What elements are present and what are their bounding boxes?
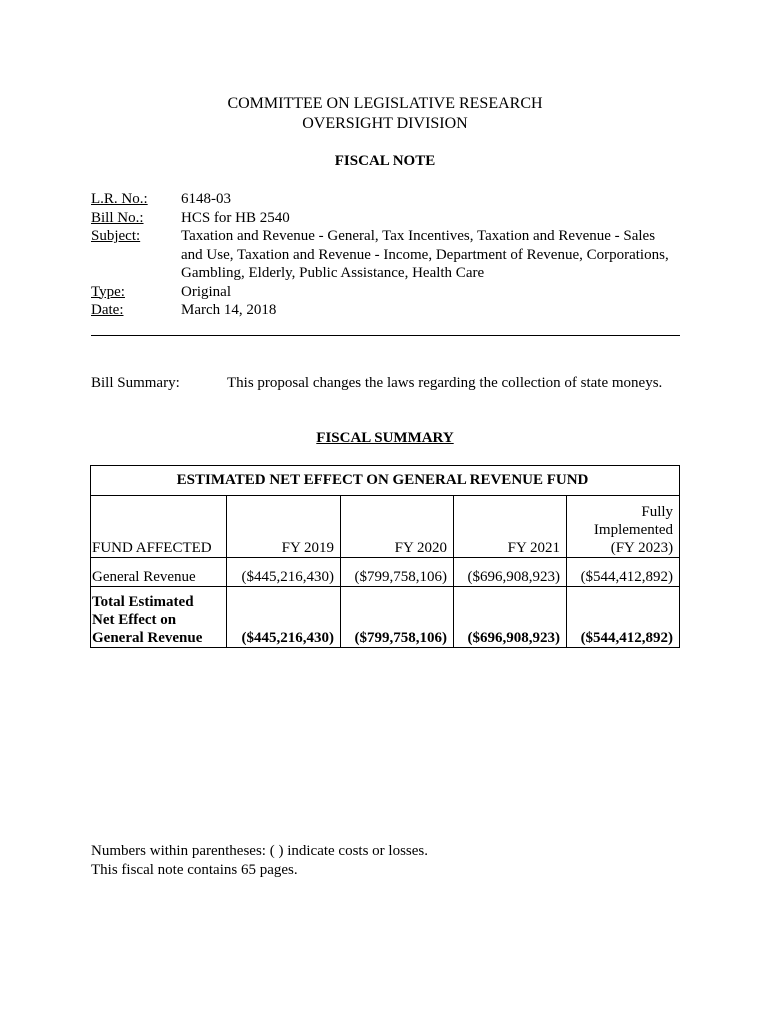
row-full-value: ($544,412,892): [567, 558, 680, 587]
subject-line-1: Taxation and Revenue - General, Tax Incentives, Taxation and Revenue - Sales: [181, 228, 656, 244]
date-label: Date:: [91, 302, 124, 318]
total-label-line-3: General Revenue: [92, 630, 203, 646]
type-value: Original: [181, 283, 231, 300]
col-header-fy2021: FY 2021: [454, 496, 567, 558]
row-fy2019-value: ($445,216,430): [227, 558, 341, 587]
fiscal-summary-table: [90, 465, 680, 648]
row-fund-name: General Revenue: [91, 558, 227, 587]
bill-number-value: HCS for HB 2540: [181, 209, 290, 226]
total-label-line-1: Total Estimated: [92, 594, 194, 610]
row-fy2021-value: ($696,908,923): [454, 558, 567, 587]
bill-summary-text: This proposal changes the laws regarding the collection of state moneys.: [227, 375, 663, 391]
footnote-page-count: This fiscal note contains 65 pages.: [91, 861, 298, 878]
footnote-parentheses: Numbers within parentheses: ( ) indicate costs or losses.: [91, 843, 429, 859]
total-fy2019-value: ($445,216,430): [227, 587, 341, 648]
col-header-fy2020: FY 2020: [341, 496, 454, 558]
total-row: [91, 587, 680, 648]
total-fy2021-value: ($696,908,923): [454, 587, 567, 648]
subject-line-2: and Use, Taxation and Revenue - Income, Department of Revenue, Corporations,: [181, 246, 669, 263]
date-value: March 14, 2018: [181, 302, 277, 318]
subject-line-3: Gambling, Elderly, Public Assistance, Health Care: [181, 265, 485, 281]
lr-number-label: L.R. No.:: [91, 191, 148, 207]
lr-number-value: 6148-03: [181, 191, 231, 207]
col-header-fully-implemented: [567, 496, 680, 558]
col-header-full-line-1: Fully: [641, 504, 674, 520]
total-full-value: ($544,412,892): [567, 587, 680, 648]
fiscal-summary-title: FISCAL SUMMARY: [316, 430, 454, 446]
total-row-label: [91, 587, 227, 648]
divider-rule: [91, 335, 680, 336]
bill-number-label: Bill No.:: [91, 209, 144, 226]
table-heading: ESTIMATED NET EFFECT ON GENERAL REVENUE FUND: [91, 466, 680, 496]
row-fy2020-value: ($799,758,106): [341, 558, 454, 587]
table-row: [91, 558, 680, 587]
col-header-full-line-3: (FY 2023): [610, 540, 674, 556]
col-header-fy2019: FY 2019: [227, 496, 341, 558]
committee-title: COMMITTEE ON LEGISLATIVE RESEARCH: [227, 95, 543, 112]
total-fy2020-value: ($799,758,106): [341, 587, 454, 648]
table-heading-row: [91, 466, 680, 496]
column-header-row: [91, 496, 680, 558]
col-header-full-line-2: Implemented: [593, 522, 674, 538]
division-title: OVERSIGHT DIVISION: [302, 115, 468, 132]
bill-summary-label: Bill Summary:: [91, 375, 180, 391]
total-label-line-2: Net Effect on: [92, 612, 177, 628]
document-title: FISCAL NOTE: [334, 153, 436, 169]
type-label: Type:: [91, 283, 125, 300]
col-header-fund: FUND AFFECTED: [91, 496, 227, 558]
subject-label: Subject:: [91, 228, 141, 244]
